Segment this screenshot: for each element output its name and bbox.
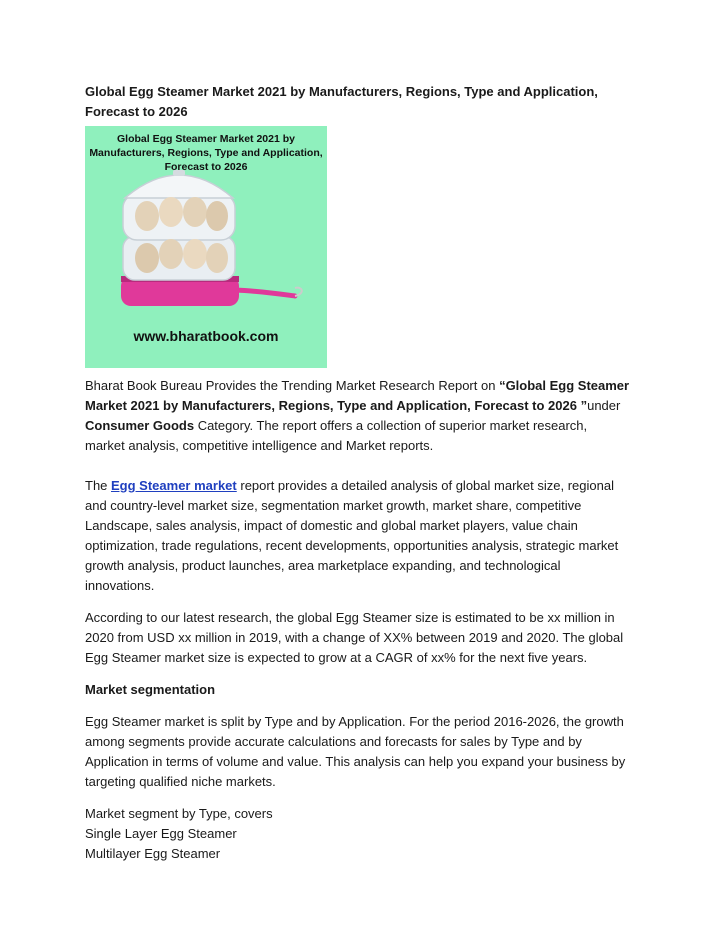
hero-caption	[85, 132, 327, 174]
hero-url: www.bharatbook.com	[133, 328, 279, 344]
category-name: Consumer Goods	[85, 418, 195, 433]
document-title: Global Egg Steamer Market 2021 by Manufacturers, Regions, Type and Application, Forecast to 2026	[85, 84, 598, 119]
paragraph-text: The	[85, 478, 112, 493]
intro-text: Bharat Book Bureau Provides the Trending Market Research Report on	[85, 378, 500, 393]
hero-caption-line: Forecast to 2026	[164, 161, 248, 173]
paragraph-text: report provides a detailed analysis of global market size, regional and country-level market size, segmentation market growth, market share, competitive Landscape, sales analysis, impact of domestic and global market players, value chain optimization, trade regulations, recent developments, opportunities analysis, strategic market growth analysis, product launches, area marketplace expanding, and technological innovations.	[85, 478, 619, 593]
segmentation-paragraph: Egg Steamer market is split by Type and by Application. For the period 2016-2026, the growth among segments provide accurate calculations and forecasts for sales by Type and by Application in terms of volume and value. This analysis can help you expand your business by targeting qualified niche markets.	[85, 714, 626, 789]
type-list-intro: Market segment by Type, covers	[85, 806, 273, 821]
analysis-paragraph	[85, 476, 630, 596]
hero-caption-line: Global Egg Steamer Market 2021 by	[117, 133, 295, 145]
report-name: “Global Egg Steamer Market 2021 by Manufacturers, Regions, Type and Application, Forecast to 2026 ”	[85, 378, 630, 413]
segmentation-heading: Market segmentation	[85, 682, 216, 697]
intro-text: Category. The report offers a collection of superior market research, market analysis, competitive intelligence and Market reports.	[85, 418, 588, 453]
document-content	[85, 82, 630, 864]
intro-paragraph	[85, 376, 630, 456]
intro-text: under	[587, 398, 621, 413]
type-list-item: Single Layer Egg Steamer	[85, 826, 237, 841]
research-paragraph: According to our latest research, the global Egg Steamer size is estimated to be xx million in 2020 from USD xx million in 2019, with a change of XX% between 2019 and 2020. The global Egg Steamer market size is expected to grow at a CAGR of xx% for the next five years.	[85, 610, 624, 665]
hero-image	[85, 126, 327, 368]
hero-caption-line: Manufacturers, Regions, Type and Application,	[89, 147, 323, 159]
egg-steamer-market-link[interactable]: Egg Steamer market	[111, 478, 237, 493]
type-list-item: Multilayer Egg Steamer	[85, 846, 221, 861]
type-list	[85, 804, 630, 864]
